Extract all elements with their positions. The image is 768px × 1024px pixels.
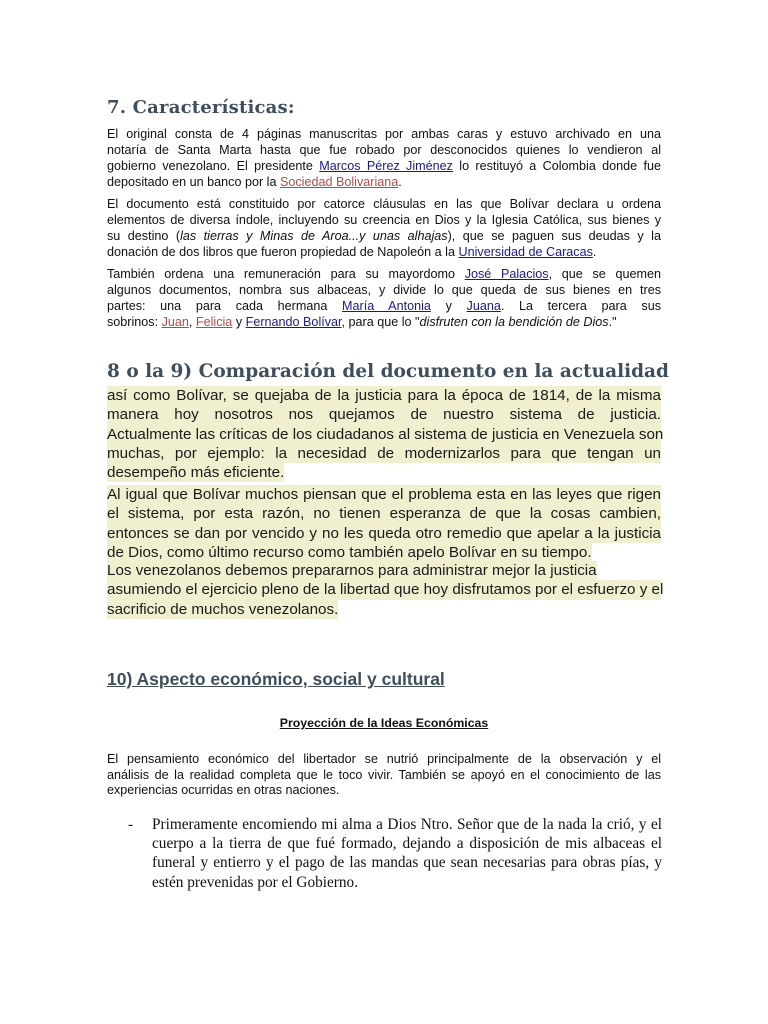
text-line xyxy=(107,158,661,174)
italic-quote: disfruten con la bendición de Dios xyxy=(419,315,609,329)
paragraph-document-clauses xyxy=(107,196,661,260)
text-fragment: gobierno venezolano. El presidente xyxy=(107,159,320,173)
link-felicia[interactable]: Felicia xyxy=(195,315,233,329)
link-jose-palacios[interactable]: José Palacios xyxy=(464,267,549,281)
text-fragment: También ordena una remuneración para su mayordomo xyxy=(107,267,465,281)
text-fragment: . xyxy=(592,245,597,259)
paragraph-original-manuscript xyxy=(107,126,661,190)
text-line: Al igual que Bolívar muchos piensan que el problema esta en las leyes que rigen xyxy=(107,486,661,503)
list-dash-bullet: - xyxy=(128,816,134,833)
paragraph-economic-thought xyxy=(107,752,661,799)
text-fragment: ), que se paguen sus deudas y la xyxy=(447,229,661,243)
text-line: análisis de la realidad completa que le toco vivir. También se apoyó en el conocimiento de las xyxy=(107,767,661,782)
subheading-economic-ideas: Proyección de la Ideas Económicas xyxy=(279,716,489,730)
text-line xyxy=(107,266,661,282)
link-marcos-perez-jimenez[interactable]: Marcos Pérez Jiménez xyxy=(319,159,453,173)
link-juana[interactable]: Juana xyxy=(466,299,501,313)
text-fragment: su destino ( xyxy=(107,229,181,243)
text-line: El original consta de 4 páginas manuscritas por ambas caras y estuvo archivado en una xyxy=(107,127,661,141)
testament-quote-text xyxy=(152,815,662,892)
italic-quote: las tierras y Minas de Aroa...y unas alhajas xyxy=(180,229,448,243)
text-fragment: lo restituyó a Colombia donde fue xyxy=(452,159,661,173)
highlighted-paragraph-venezuelans xyxy=(107,561,664,619)
text-line: desempeño más eficiente. xyxy=(107,464,285,482)
text-fragment: y xyxy=(232,315,246,329)
text-line: asumiendo el ejercicio pleno de la libertad que hoy disfrutamos por el esfuerzo y el xyxy=(107,581,664,599)
text-line: algunos documentos, nombra sus albaceas, y divide lo que queda de sus bienes en tres xyxy=(107,283,661,297)
text-line: funeral y entierro y el pago de las mandas que sean necesarias para obras pías, y xyxy=(152,854,662,872)
text-line: estén prevenidas por el Gobierno. xyxy=(152,873,359,891)
text-line: Los venezolanos debemos prepararnos para administrar mejor la justicia xyxy=(107,562,597,579)
text-line: El documento está constituido por catorce cláusulas en las que Bolívar declara u ordena xyxy=(107,197,661,211)
text-line: entonces se dan por vencido y no les queda otro remedio que apelar a la justicia xyxy=(107,524,661,542)
text-fragment: y xyxy=(430,299,467,313)
text-fragment: . La tercera para sus xyxy=(500,299,661,313)
paragraph-remuneration xyxy=(107,266,661,330)
text-line: cuerpo a la tierra de que fué formado, dejando a disposición de mis albaceas el xyxy=(152,835,662,853)
text-line: experiencias ocurridas en otras naciones. xyxy=(107,783,340,797)
text-line: muchas, por ejemplo: la necesidad de modernizarlos para que tengan un xyxy=(107,444,661,462)
text-line: así como Bolívar, se quejaba de la justicia para la época de 1814, de la misma xyxy=(107,387,661,404)
text-line: Actualmente las críticas de los ciudadanos al sistema de justicia en Venezuela son xyxy=(107,425,664,443)
text-fragment: donación de dos libros que fueron propiedad de Napoleón a la xyxy=(107,245,459,259)
text-line: elementos de diversa índole, incluyendo su creencia en Dios y la Iglesia Católica, sus bienes y xyxy=(107,213,661,227)
text-line: El pensamiento económico del libertador se nutrió principalmente de la observación y el xyxy=(107,752,661,766)
text-line: Primeramente encomiendo mi alma a Dios Ntro. Señor que de la nada la crió, y el xyxy=(152,816,662,833)
text-line: notaría de Santa Marta hasta que fue robado por desconocidos quienes lo vendieron al xyxy=(107,143,661,157)
text-line xyxy=(107,314,661,330)
text-line xyxy=(107,244,661,260)
text-fragment: depositado en un banco por la xyxy=(107,175,280,189)
text-fragment: ." xyxy=(608,315,617,329)
highlighted-paragraph-laws xyxy=(107,485,661,562)
section-8-heading: 8 o la 9) Comparación del documento en la actualidad xyxy=(107,361,669,382)
link-universidad-de-caracas[interactable]: Universidad de Caracas xyxy=(458,245,593,259)
text-fragment: partes: una para cada hermana xyxy=(107,299,343,313)
text-line: sacrificio de muchos venezolanos. xyxy=(107,600,339,618)
text-line: manera hoy nosotros nos quejamos de nuestro sistema de justicia. xyxy=(107,406,661,424)
link-fernando-bolivar[interactable]: Fernando Bolívar xyxy=(245,315,342,329)
text-line xyxy=(107,174,661,190)
section-7-heading: 7. Características: xyxy=(107,97,295,118)
text-fragment: , para que lo " xyxy=(341,315,420,329)
text-fragment: , que se quemen xyxy=(548,267,661,281)
text-fragment: sobrinos: xyxy=(107,315,162,329)
link-maria-antonia[interactable]: María Antonia xyxy=(342,299,431,313)
text-line: el sistema, por esta razón, no tienen esperanza de que la cosas cambien, xyxy=(107,505,661,523)
link-sociedad-bolivariana[interactable]: Sociedad Bolivariana xyxy=(279,175,399,189)
text-line xyxy=(107,228,661,244)
text-fragment: , xyxy=(188,315,196,329)
text-line: de Dios, como último recurso como también apelo Bolívar en su tiempo. xyxy=(107,543,592,561)
link-juan[interactable]: Juan xyxy=(161,315,189,329)
text-line xyxy=(107,298,661,314)
section-10-heading: 10) Aspecto económico, social y cultural xyxy=(107,669,445,689)
text-fragment: . xyxy=(398,175,402,189)
highlighted-paragraph-justice xyxy=(107,386,664,482)
